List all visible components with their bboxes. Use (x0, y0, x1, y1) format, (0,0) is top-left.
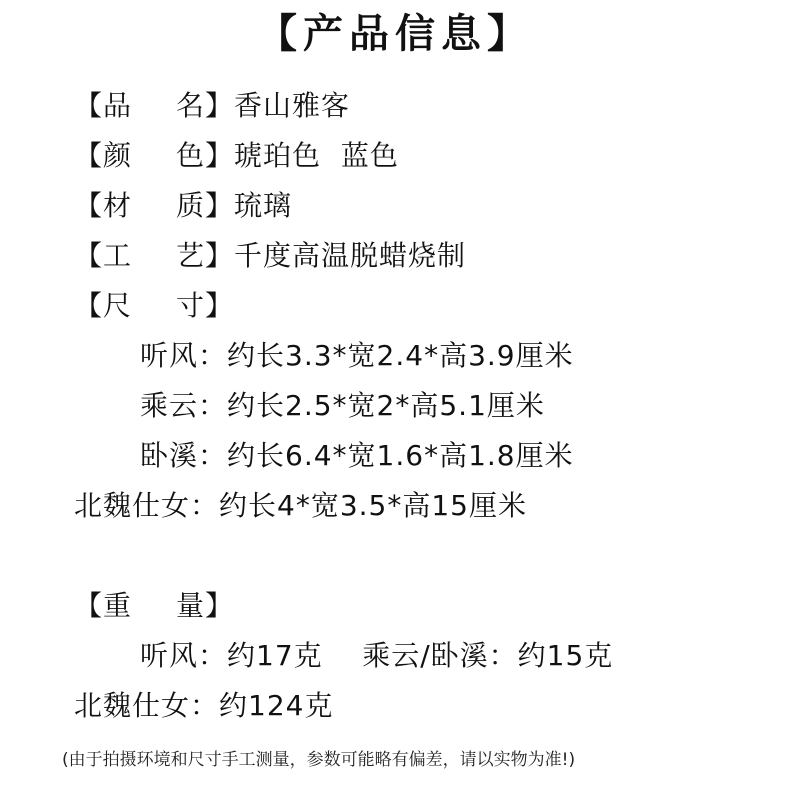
field-label-end: 量】 (176, 589, 235, 622)
field-material (74, 189, 293, 222)
field-size (74, 289, 235, 322)
field-name (74, 89, 351, 122)
weight-item-value: 约124克 (219, 689, 334, 722)
field-value: 香山雅客 (234, 89, 351, 122)
size-item-name: 乘云： (140, 389, 228, 422)
field-label-start: 【重 (74, 589, 133, 622)
field-label-end: 艺】 (176, 239, 235, 272)
field-weight (74, 589, 235, 622)
field-craft (74, 239, 467, 272)
size-row (74, 489, 527, 522)
size-item-value: 约长3.3*宽2.4*高3.9厘米 (227, 339, 574, 372)
weight-line-2 (74, 689, 334, 722)
size-item-value: 约长2.5*宽2*高5.1厘米 (227, 389, 545, 422)
disclaimer-note: (由于拍摄环境和尺寸手工测量，参数可能略有偏差，请以实物为准!) (62, 750, 576, 770)
field-label-end: 质】 (176, 189, 235, 222)
field-color (74, 139, 399, 172)
size-item-name: 听风： (140, 339, 228, 372)
weight-item-name: 北魏仕女： (74, 689, 220, 722)
field-label-start: 【材 (74, 189, 133, 222)
field-label-start: 【尺 (74, 289, 133, 322)
field-label-end: 寸】 (176, 289, 235, 322)
field-value: 琉璃 (234, 189, 293, 222)
size-row (140, 339, 574, 372)
field-label-start: 【工 (74, 239, 133, 272)
field-label-start: 【品 (74, 89, 133, 122)
field-value: 千度高温脱蜡烧制 (234, 239, 467, 272)
weight-line-1: 听风：约17克 乘云/卧溪：约15克 (140, 639, 614, 672)
page-title: 【产品信息】 (257, 10, 533, 57)
field-label-end: 名】 (176, 89, 235, 122)
size-item-name: 北魏仕女： (74, 489, 220, 522)
size-row (140, 389, 545, 422)
size-row (140, 439, 574, 472)
size-item-value: 约长6.4*宽1.6*高1.8厘米 (227, 439, 574, 472)
field-label-end: 色】 (176, 139, 235, 172)
field-value: 琥珀色 蓝色 (234, 139, 399, 172)
field-label-start: 【颜 (74, 139, 133, 172)
size-item-value: 约长4*宽3.5*高15厘米 (219, 489, 527, 522)
size-item-name: 卧溪： (140, 439, 228, 472)
